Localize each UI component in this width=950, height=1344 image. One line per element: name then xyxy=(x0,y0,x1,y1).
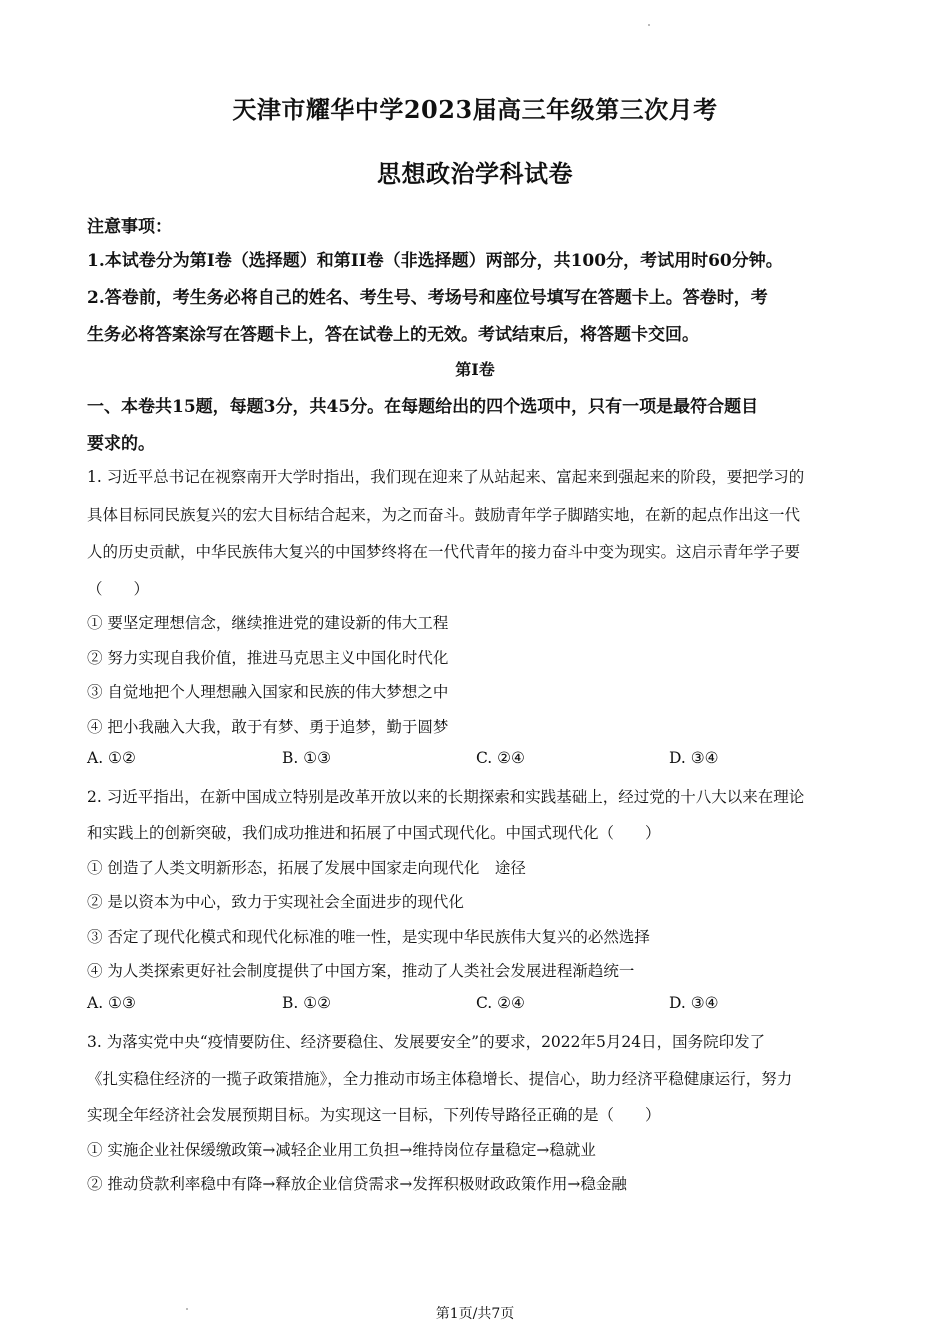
statement: ② 推动贷款利率稳中有降→释放企业信贷需求→发挥积极财政政策作用→稳金融 xyxy=(87,1175,627,1193)
option-a[interactable]: A. ①② xyxy=(87,749,136,767)
statement: ④ 为人类探索更好社会制度提供了中国方案，推动了人类社会发展进程渐趋统一 xyxy=(87,962,635,980)
option-c[interactable]: C. ②④ xyxy=(476,994,525,1012)
statement: ② 努力实现自我价值，推进马克思主义中国化时代化 xyxy=(87,649,449,667)
part-instructions-line-1: 一、本卷共15题，每题3分，共45分。在每题给出的四个选项中，只有一项是最符合题目 xyxy=(87,397,759,417)
statement: ③ 自觉地把个人理想融入国家和民族的伟大梦想之中 xyxy=(87,683,449,701)
question-stem-line: 人的历史贡献，中华民族伟大复兴的中国梦终将在一代代青年的接力奋斗中变为现实。这启示青年学子要 xyxy=(87,543,801,561)
notice-item-1: 1.本试卷分为第Ⅰ卷（选择题）和第II卷（非选择题）两部分，共100分，考试用时60分钟。 xyxy=(87,251,783,271)
page-number: 第1页/共7页 xyxy=(435,1306,515,1322)
statement: ① 要坚定理想信念，继续推进党的建设新的伟大工程 xyxy=(87,614,449,632)
question-stem-line: 1. 习近平总书记在视察南开大学时指出，我们现在迎来了从站起来、富起来到强起来的阶段，要把学习的 xyxy=(87,468,805,486)
part-instructions-line-2: 要求的。 xyxy=(87,434,155,454)
option-b[interactable]: B. ①③ xyxy=(282,749,332,767)
statement: ① 创造了人类文明新形态，拓展了发展中国家走向现代化 途径 xyxy=(87,859,526,877)
option-c[interactable]: C. ②④ xyxy=(476,749,525,767)
option-a[interactable]: A. ①③ xyxy=(87,994,136,1012)
statement: ③ 否定了现代化模式和现代化标准的唯一性，是实现中华民族伟大复兴的必然选择 xyxy=(87,928,650,946)
question-stem-line: 具体目标同民族复兴的宏大目标结合起来，为之而奋斗。鼓励青年学子脚踏实地，在新的起点作出这一代 xyxy=(87,506,801,524)
answer-options xyxy=(87,994,867,1014)
volume-title: 第Ⅰ卷 xyxy=(455,360,495,379)
question-stem-line: 和实践上的创新突破，我们成功推进和拓展了中国式现代化。中国式现代化（ ） xyxy=(87,824,661,842)
exam-subtitle: 思想政治学科试卷 xyxy=(377,159,573,188)
option-d[interactable]: D. ③④ xyxy=(669,749,719,767)
question-stem-line: 实现全年经济社会发展预期目标。为实现这一目标，下列传导路径正确的是（ ） xyxy=(87,1106,661,1124)
notice-item-2-line-1: 2.答卷前，考生务必将自己的姓名、考生号、考场号和座位号填写在答题卡上。答卷时，考 xyxy=(87,288,768,308)
answer-options xyxy=(87,749,867,769)
option-b[interactable]: B. ①② xyxy=(282,994,332,1012)
question-stem-line: 3. 为落实党中央“疫情要防住、经济要稳住、发展要安全”的要求，2022年5月24日，国务院印发了 xyxy=(87,1033,766,1051)
notice-heading: 注意事项： xyxy=(87,217,172,237)
notice-item-2-line-2: 生务必将答案涂写在答题卡上，答在试卷上的无效。考试结束后，将答题卡交回。 xyxy=(87,325,699,345)
exam-title: 天津市耀华中学2023届高三年级第三次月考 xyxy=(232,95,718,124)
question-stem-line: 2. 习近平指出，在新中国成立特别是改革开放以来的长期探索和实践基础上，经过党的十八大以来在理论 xyxy=(87,788,805,806)
scan-dot xyxy=(648,24,650,26)
option-d[interactable]: D. ③④ xyxy=(669,994,719,1012)
answer-blank: （ ） xyxy=(87,580,150,598)
question-stem-line: 《扎实稳住经济的一揽子政策措施》，全力推动市场主体稳增长、提信心，助力经济平稳健康运行，努力 xyxy=(87,1070,793,1088)
statement: ② 是以资本为中心，致力于实现社会全面进步的现代化 xyxy=(87,893,464,911)
statement: ④ 把小我融入大我，敢于有梦、勇于追梦，勤于圆梦 xyxy=(87,718,449,736)
statement: ① 实施企业社保缓缴政策→减轻企业用工负担→维持岗位存量稳定→稳就业 xyxy=(87,1141,596,1159)
